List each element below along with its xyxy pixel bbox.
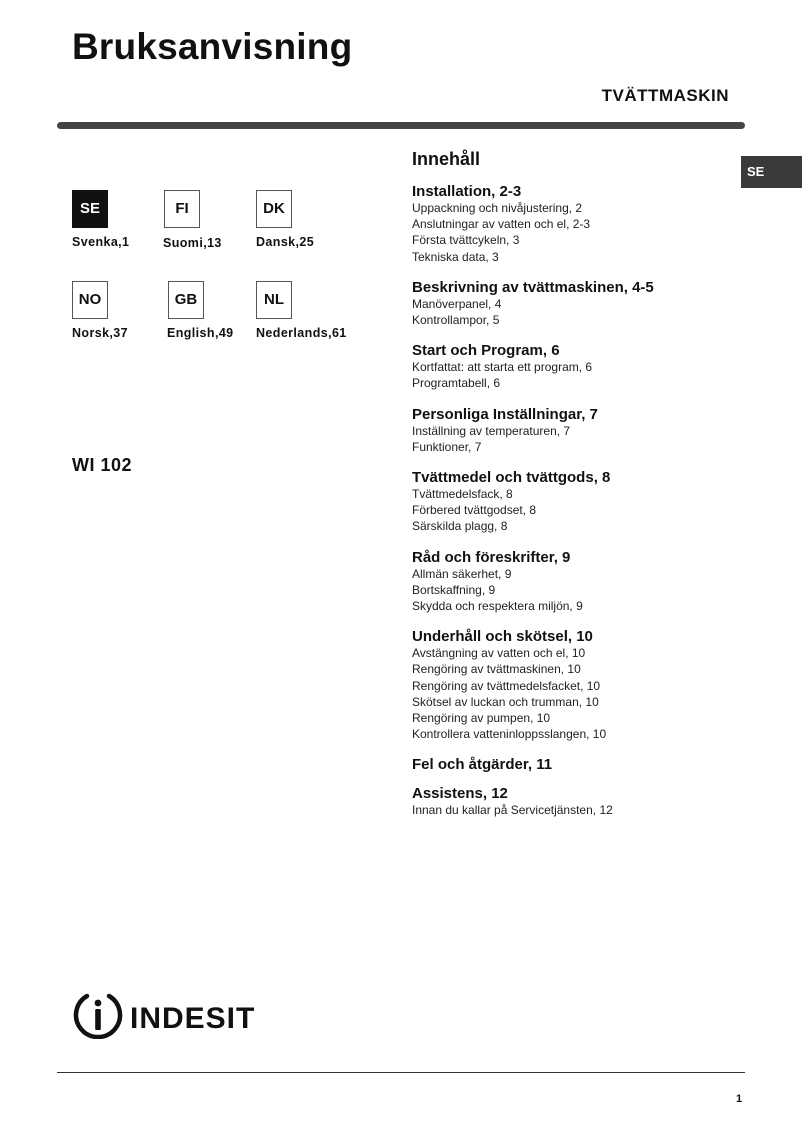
toc-section xyxy=(412,183,742,265)
lang-label-nl: Nederlands,61 xyxy=(256,326,347,340)
toc-item: Avstängning av vatten och el, 10 xyxy=(412,646,586,661)
toc-item: Skötsel av luckan och trumman, 10 xyxy=(412,694,599,709)
toc-item: Tvättmedelsfack, 8 xyxy=(412,487,513,502)
toc-section-title: Assistens, 12 xyxy=(412,785,508,803)
toc-section-title: Råd och föreskrifter, 9 xyxy=(412,548,571,566)
lang-label-gb: English,49 xyxy=(167,326,234,340)
toc-item: Allmän säkerhet, 9 xyxy=(412,566,512,581)
toc-section xyxy=(412,785,742,818)
lang-box-se: SE xyxy=(72,190,108,228)
toc-section-title: Tvättmedel och tvättgods, 8 xyxy=(412,469,611,487)
document-subtitle: TVÄTTMASKIN xyxy=(601,86,729,105)
toc-item: Inställning av temperaturen, 7 xyxy=(412,423,571,438)
toc-item: Manöverpanel, 4 xyxy=(412,296,502,311)
toc-item: Uppackning och nivåjustering, 2 xyxy=(412,201,583,215)
lang-label-fi: Suomi,13 xyxy=(163,236,222,250)
toc-item: Anslutningar av vatten och el, 2-3 xyxy=(412,217,591,232)
toc-section xyxy=(412,279,742,328)
toc-section xyxy=(412,406,742,455)
toc-item: Programtabell, 6 xyxy=(412,376,501,391)
top-divider xyxy=(57,122,745,129)
toc-item: Särskilda plagg, 8 xyxy=(412,519,508,534)
toc-item: Kontrollampor, 5 xyxy=(412,313,500,328)
toc-section xyxy=(412,756,742,773)
toc-section-title: Personliga Inställningar, 7 xyxy=(412,405,598,423)
lang-label-se: Svenka,1 xyxy=(72,235,130,249)
toc-item: Förbered tvättgodset, 8 xyxy=(412,503,537,518)
indesit-logo xyxy=(72,987,272,1039)
toc-section-title: Beskrivning av tvättmaskinen, 4-5 xyxy=(412,278,654,296)
bottom-divider xyxy=(57,1072,745,1073)
logo-wordmark: INDESIT xyxy=(130,1002,256,1035)
toc-item: Rengöring av tvättmedelsfacket, 10 xyxy=(412,678,601,693)
indesit-power-logo-icon xyxy=(72,987,272,1039)
model-number: WI 102 xyxy=(72,455,133,475)
toc-item: Första tvättcykeln, 3 xyxy=(412,233,520,248)
toc-heading: Innehåll xyxy=(412,149,481,169)
lang-label-dk: Dansk,25 xyxy=(256,235,315,249)
lang-box-gb: GB xyxy=(168,281,204,319)
toc-section-title: Underhåll och skötsel, 10 xyxy=(412,628,593,646)
lang-box-dk: DK xyxy=(256,190,292,228)
toc-item: Innan du kallar på Servicetjänsten, 12 xyxy=(412,803,613,818)
page-number: 1 xyxy=(736,1093,743,1105)
toc-section xyxy=(412,628,742,742)
toc-section-title: Installation, 2-3 xyxy=(412,183,522,200)
lang-box-nl: NL xyxy=(256,281,292,319)
document-title: Bruksanvisning xyxy=(72,26,353,67)
toc-item: Kortfattat: att starta ett program, 6 xyxy=(412,360,593,375)
toc-item: Skydda och respektera miljön, 9 xyxy=(412,599,583,614)
toc-item: Tekniska data, 3 xyxy=(412,249,499,264)
toc-section xyxy=(412,549,742,615)
toc-section xyxy=(412,342,742,391)
toc-item: Bortskaffning, 9 xyxy=(412,582,496,597)
toc-item: Funktioner, 7 xyxy=(412,439,482,454)
toc-section-title: Start och Program, 6 xyxy=(412,342,560,360)
lang-box-fi: FI xyxy=(164,190,200,228)
toc-section xyxy=(412,469,742,535)
lang-label-no: Norsk,37 xyxy=(72,326,129,340)
toc-item: Kontrollera vatteninloppsslangen, 10 xyxy=(412,727,607,742)
toc-section-title: Fel och åtgärder, 11 xyxy=(412,756,553,774)
lang-box-no: NO xyxy=(72,281,108,319)
language-side-tab: SE xyxy=(741,156,802,188)
toc-item: Rengöring av pumpen, 10 xyxy=(412,711,551,726)
table-of-contents xyxy=(412,183,742,819)
toc-item: Rengöring av tvättmaskinen, 10 xyxy=(412,662,581,677)
